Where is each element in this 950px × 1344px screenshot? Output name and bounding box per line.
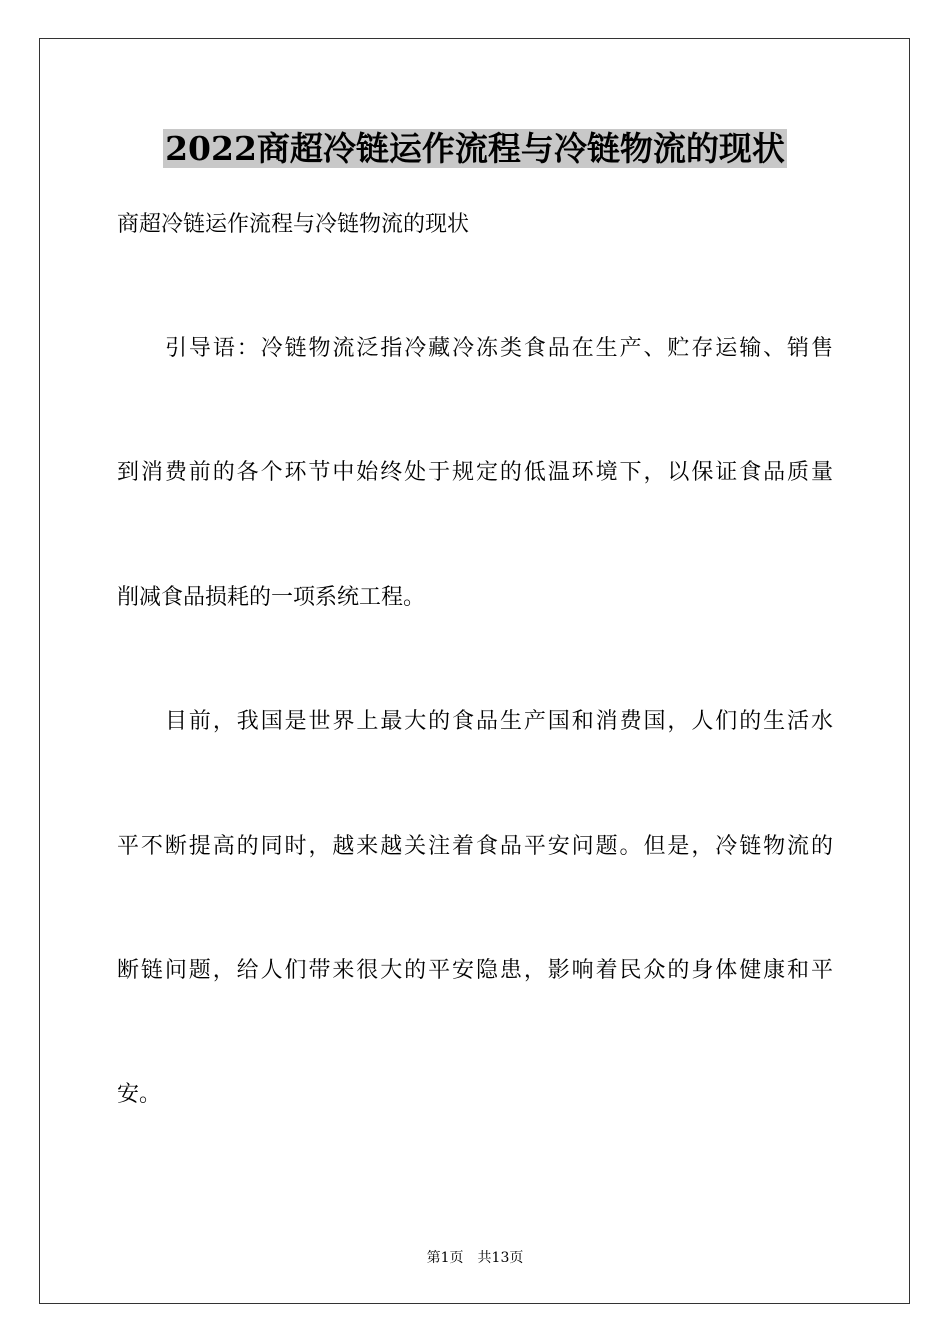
document-title-text: 2022商超冷链运作流程与冷链物流的现状 xyxy=(165,129,785,168)
page-footer xyxy=(0,1249,950,1267)
page-total: 共13页 xyxy=(477,1250,524,1266)
paragraph-line: 安。 xyxy=(117,1082,162,1107)
paragraph-line: 平不断提高的同时，越来越关注着食品平安问题。但是，冷链物流的 xyxy=(117,834,833,859)
paragraph-line: 断链问题，给人们带来很大的平安隐患，影响着民众的身体健康和平 xyxy=(117,958,833,983)
page-number: 第1页 xyxy=(426,1250,464,1266)
document-title xyxy=(0,128,950,170)
paragraph-line: 削减食品损耗的一项系统工程。 xyxy=(117,585,426,610)
paragraph-line: 目前，我国是世界上最大的食品生产国和消费国，人们的生活水 xyxy=(165,709,833,734)
document-subtitle: 商超冷链运作流程与冷链物流的现状 xyxy=(117,212,470,237)
paragraph-line: 到消费前的各个环节中始终处于规定的低温环境下，以保证食品质量 xyxy=(117,460,833,485)
paragraph-line: 引导语：冷链物流泛指冷藏冷冻类食品在生产、贮存运输、销售 xyxy=(165,336,833,361)
